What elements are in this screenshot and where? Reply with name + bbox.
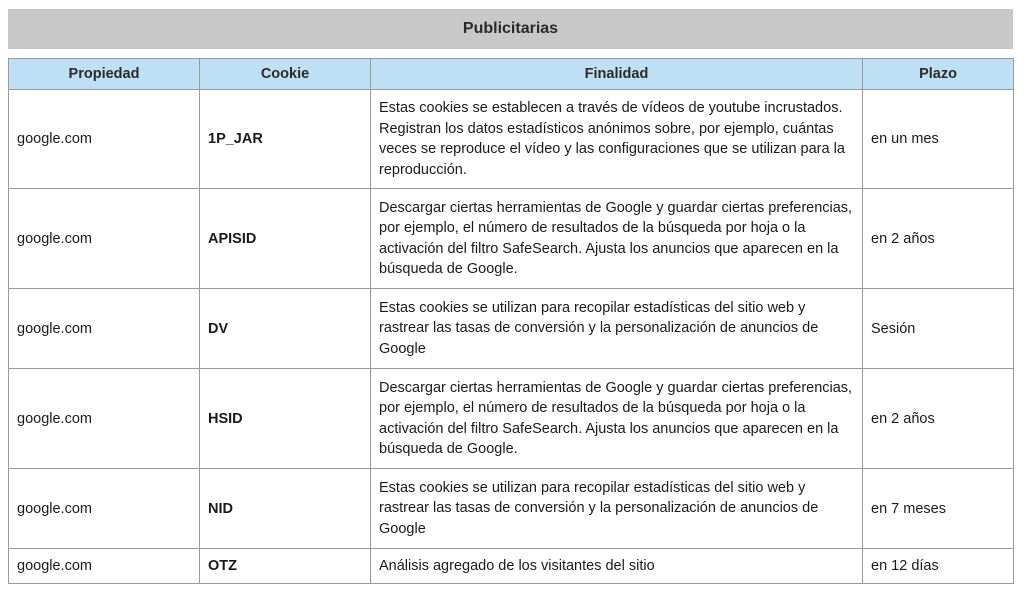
cell-purpose: Análisis agregado de los visitantes del sitio: [371, 549, 863, 584]
table-row: [9, 549, 1014, 584]
table-row: [9, 289, 1014, 369]
cell-term: en 2 años: [863, 189, 1014, 289]
cell-property: google.com: [9, 369, 200, 469]
cell-term: en 12 días: [863, 549, 1014, 584]
table-row: [9, 90, 1014, 189]
cell-purpose: Estas cookies se establecen a través de vídeos de youtube incrustados. Registran los datos estadísticos anónimos sobre, por ejemplo, cuántas veces se reproduce el vídeo y las configuraciones que se utilizan para la reproducción.: [371, 90, 863, 189]
cell-cookie: NID: [200, 469, 371, 549]
table-header-row: [9, 59, 1014, 90]
header-purpose: Finalidad: [371, 59, 863, 90]
cookie-table: [8, 58, 1014, 584]
cell-cookie: OTZ: [200, 549, 371, 584]
cell-cookie: DV: [200, 289, 371, 369]
table-row: [9, 369, 1014, 469]
cell-cookie: HSID: [200, 369, 371, 469]
cell-property: google.com: [9, 289, 200, 369]
section-title: Publicitarias: [8, 9, 1013, 49]
table-row: [9, 469, 1014, 549]
table-row: [9, 189, 1014, 289]
header-property: Propiedad: [9, 59, 200, 90]
cell-purpose: Estas cookies se utilizan para recopilar estadísticas del sitio web y rastrear las tasas de conversión y la personalización de anuncios de Google: [371, 289, 863, 369]
cell-property: google.com: [9, 90, 200, 189]
cell-term: en 7 meses: [863, 469, 1014, 549]
cell-term: en un mes: [863, 90, 1014, 189]
cell-purpose: Estas cookies se utilizan para recopilar estadísticas del sitio web y rastrear las tasas de conversión y la personalización de anuncios de Google: [371, 469, 863, 549]
cell-cookie: APISID: [200, 189, 371, 289]
cell-term: en 2 años: [863, 369, 1014, 469]
cell-property: google.com: [9, 549, 200, 584]
cell-cookie: 1P_JAR: [200, 90, 371, 189]
cell-property: google.com: [9, 189, 200, 289]
header-term: Plazo: [863, 59, 1014, 90]
header-cookie: Cookie: [200, 59, 371, 90]
cell-purpose: Descargar ciertas herramientas de Google y guardar ciertas preferencias, por ejemplo, el número de resultados de la búsqueda por hoja o la activación del filtro SafeSearch. Ajusta los anuncios que aparecen en la búsqueda de Google.: [371, 189, 863, 289]
cell-purpose: Descargar ciertas herramientas de Google y guardar ciertas preferencias, por ejemplo, el número de resultados de la búsqueda por hoja o la activación del filtro SafeSearch. Ajusta los anuncios que aparecen en la búsqueda de Google.: [371, 369, 863, 469]
cell-property: google.com: [9, 469, 200, 549]
cell-term: Sesión: [863, 289, 1014, 369]
